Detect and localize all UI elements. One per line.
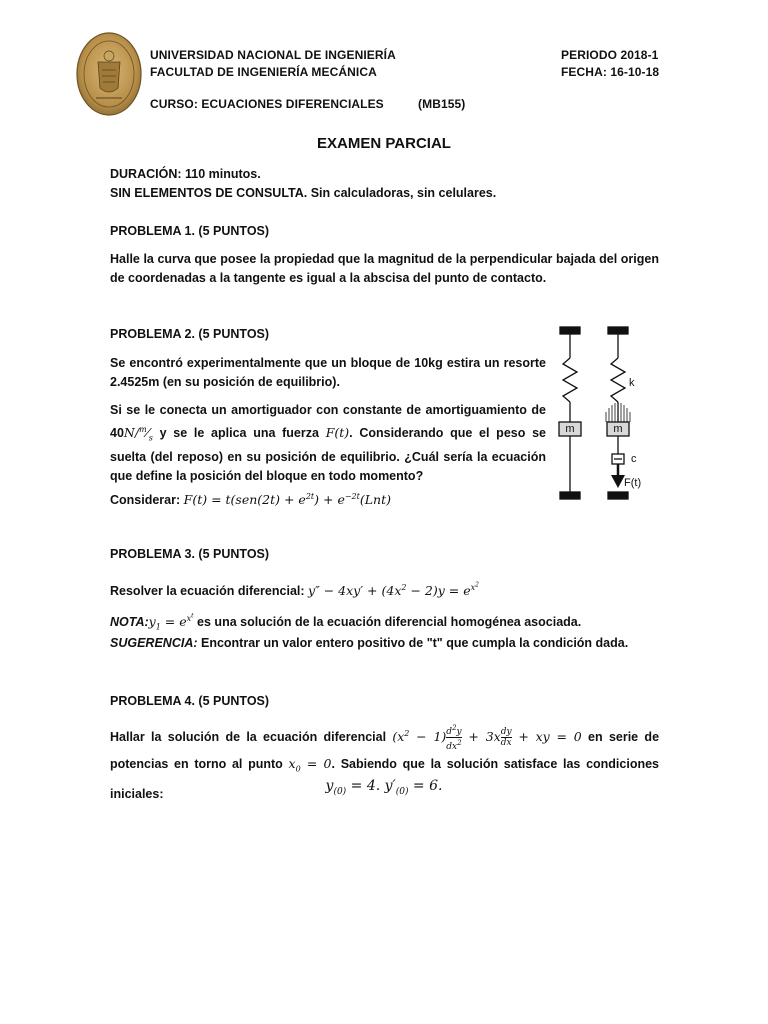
damping-unit-math: $N/^m⁄_s$	[123, 425, 153, 443]
problem-1-heading: PROBLEMA 1. (5 PUNTOS)	[110, 224, 270, 238]
duration: DURACIÓN: 110 minutos.	[110, 167, 261, 181]
exam-rules: SIN ELEMENTOS DE CONSULTA. Sin calculadoras, sin celulares.	[110, 186, 497, 200]
force-symbol-math: F(t)	[325, 425, 350, 441]
course-code: (MB155)	[418, 97, 466, 111]
problem-4-heading: PROBLEMA 4. (5 PUNTOS)	[110, 694, 270, 708]
problem-4-text: Hallar la solución de la ecuación diferencial $(x^2 - 1)$ $\frac{d^2y}{dx^2}$ + 3x $\frac{dy}{dx}$ + xy = 0 en serie de potencias en torno al punto $x_0 = 0$. Sabiendo que la solución satisface las condiciones iniciales:	[110, 724, 660, 801]
expansion-point-math: $x_0 = 0$	[288, 756, 332, 774]
problem-3-equation-line: Resolver la ecuación diferencial: $y'' - 4xy' + (4x^2 - 2)y = e^{x^2}$	[110, 581, 479, 598]
university-seal-logo	[76, 32, 142, 116]
initial-conditions-math: $y_{(0)} = 4$. $y'_{(0)} = 6$.	[325, 778, 443, 797]
exam-period: PERIODO 2018-1	[561, 48, 659, 62]
spring-mass-diagram	[556, 326, 652, 501]
differential-equation-3-math: $y'' - 4xy' + (4x^2 - 2)y = e^{x^2}$	[308, 581, 479, 598]
problem-2-heading: PROBLEMA 2. (5 PUNTOS)	[110, 327, 270, 341]
exam-date: FECHA: 16-10-18	[561, 65, 660, 79]
force-function-math: $F(t) = t(sen(2t) + e^{2t}) + e^{-2t}(Lnt)$	[183, 492, 391, 508]
mass-label-left: m	[565, 423, 575, 435]
spring-constant-label: k	[629, 377, 635, 389]
exam-title: EXAMEN PARCIAL	[317, 135, 451, 152]
initial-conditions	[0, 776, 768, 802]
problem-2-paragraph-2: Si se le conecta un amortiguador con constante de amortiguamiento de $40N/^m⁄_s$ y se le aplica una fuerza F(t). Considerando que el peso se suelta (del reposo) en su posición de equilibrio. ¿Cuál sería la ecuación que define la posición del bloque en todo momento?	[110, 403, 546, 483]
y1-solution-math: $y_1 = e^{x^t}$	[148, 612, 194, 632]
problem-3-note: $NOTA:y_1 = e^{x^t}$ es una solución de la ecuación diferencial homogénea asociada.	[110, 612, 582, 632]
force-label: F(t)	[624, 477, 642, 489]
mass-label-right: m	[613, 423, 623, 435]
problem-3-heading: PROBLEMA 3. (5 PUNTOS)	[110, 547, 270, 561]
problem-2-consider: Considerar: $F(t) = t(sen(2t) + e^{2t}) + e^{-2t}(Lnt)$	[110, 492, 391, 508]
damping-constant-label: c	[631, 453, 637, 465]
problem-3-hint: SUGERENCIA: Encontrar un valor entero positivo de "t" que cumpla la condición dada.	[110, 636, 629, 650]
problem-2-paragraph-1: Se encontró experimentalmente que un bloque de 10kg estira un resorte 2.4525m (en su posición de equilibrio).	[110, 356, 546, 389]
faculty-name: FACULTAD DE INGENIERÍA MECÁNICA	[150, 65, 377, 79]
university-name: UNIVERSIDAD NACIONAL DE INGENIERÍA	[150, 48, 396, 62]
differential-equation-4-math: $(x^2 - 1)$ $\frac{d^2y}{dx^2}$ + 3x $\frac{dy}{dx}$ + xy = 0	[392, 724, 582, 753]
course-name: CURSO: ECUACIONES DIFERENCIALES	[150, 97, 384, 111]
problem-1-text: Halle la curva que posee la propiedad que la magnitud de la perpendicular bajada del origen de coordenadas a la tangente es igual a la abscisa del punto de contacto.	[110, 252, 659, 285]
